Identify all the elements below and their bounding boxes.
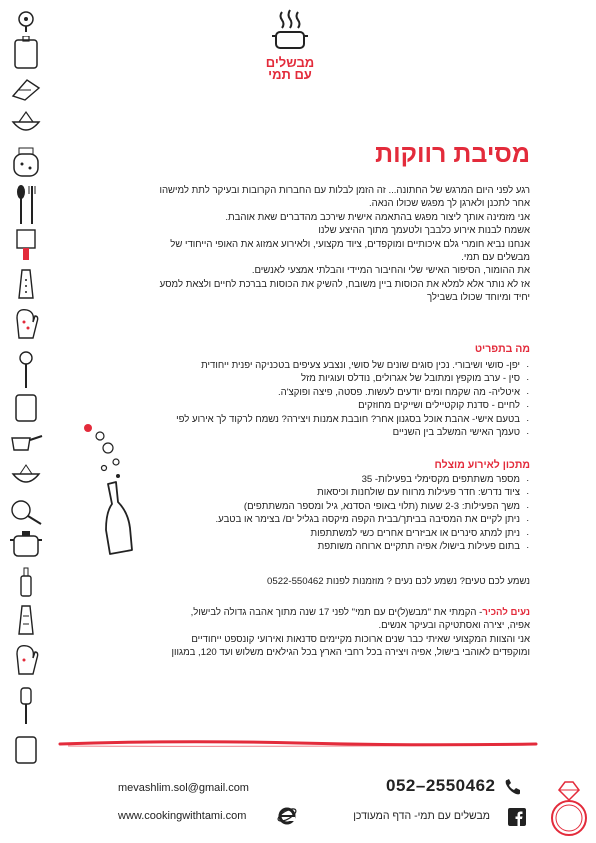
list-item: . מספר משתתפים מקסימלי בפעילות- 35 — [100, 473, 530, 486]
diamond-ring-icon — [543, 778, 593, 838]
oven-mitt-icon — [6, 306, 46, 340]
intro-line: אנחנו נביא חומרי גלם איכותיים ומוקפדים, ציוד מקצועי, ולאירוע אמזוג את האופי הייחודי של — [170, 238, 530, 250]
list-item: . בתום פעילות בישול/ אפיה תתקיים ארוחה משותפת — [100, 540, 530, 553]
about-line: אפיה, יצירה ואסתטיקה ובעיקר אנשים. — [378, 620, 530, 632]
facebook-icon — [508, 808, 526, 826]
phone-number[interactable]: 052–2550462 — [386, 776, 496, 795]
about-line: ומוקפדים לאוהבי בישול, אפיה ויצירה בכל רחבי הארץ בכל הגילאים משלוש ועד 120, במגוון — [171, 647, 530, 659]
intro-line: את ההומור, הסיפור האישי שלי והחיבור המיידי והבלתי אמצעי לאנשים. — [251, 265, 530, 277]
cutting-board-icon — [6, 36, 46, 70]
cooking-pot-icon — [6, 528, 46, 560]
mitt-icon — [6, 642, 46, 676]
website-link[interactable]: www.cookingwithtami.com — [118, 810, 247, 822]
kitchen-icon-strip — [6, 10, 48, 770]
about-heading: נעים להכיר — [482, 607, 530, 618]
internet-explorer-icon — [276, 804, 298, 826]
intro-line: אז לא נותר אלא למלא את הכוסות ביין משובח, להשיק את הכוסות בברכת לחיים ולצאת למסע — [159, 278, 530, 290]
strainer-icon — [6, 496, 46, 526]
page-title: מסיבת רווקות — [375, 140, 530, 168]
about-paragraph — [100, 606, 530, 660]
list-item: . סין - ערב מוקפץ ומתובל של אגרולים, נודלס ועוגיות מזל — [100, 372, 530, 385]
board-icon — [6, 734, 46, 766]
cookie-jar-icon — [6, 144, 46, 178]
list-item: . ניתן למתג סינרים או אביזרים אחרים כשי למשתתפות — [100, 527, 530, 540]
facebook-page-label[interactable]: מבשלים עם תמי- הדף המעודכן — [353, 810, 490, 822]
phone-icon — [504, 778, 522, 796]
cta-line — [100, 575, 530, 588]
steaming-pot-icon — [270, 8, 310, 52]
logo-line-1: מבשלים — [265, 55, 315, 70]
pizza-cutter-icon — [6, 10, 46, 32]
intro-line: אחר לתכנן ולארגן לך מפגש שכולו הנאה. — [368, 198, 530, 210]
intro-paragraph — [100, 184, 530, 305]
intro-line: אשמח לבנות אירוע כלבבך ולטעמך מתוך ההיצע שלנו — [318, 225, 530, 237]
intro-line: מבשלים עם תמי. — [461, 252, 530, 264]
list-item: . איטליה- מה שקמח ומים יודעים לעשות. פסטה, פיצה ופוקצ'ה. — [100, 386, 530, 399]
bottle-icon — [6, 566, 46, 598]
recipe-heading: מתכון לאירוע מוצלח — [434, 459, 530, 471]
fork-spoon-icon — [6, 184, 46, 224]
juicer-icon — [6, 108, 46, 138]
about-first-line: - הקמתי את "מבש(ל)ים עם תמי" לפני 17 שנה מתוך אהבה גדולה לבישול, — [190, 607, 483, 618]
brand-logo — [250, 8, 330, 81]
hand-blender-icon — [6, 686, 46, 726]
menu-list — [100, 359, 530, 439]
list-item: . משך הפעילות: 2-3 שעות (תלוי באופי הסדנא, גיל ומספר המשתתפים) — [100, 500, 530, 513]
bottle-bubbles-illustration — [78, 418, 148, 558]
saucepan-icon — [6, 430, 46, 454]
intro-line: יחיד ומיוחד שכולו בשבילך — [426, 292, 530, 304]
list-item: . יפן- סושי ושיבורי. נכין סוגים שונים של סושי, ונצבע צעיפים בטכניקה יפנית ייחודית — [100, 359, 530, 372]
baking-tray-icon — [6, 392, 46, 424]
list-item: . לחיים - סדנת קוקטיילים ושייקים מחוזקים — [100, 399, 530, 412]
citrus-press-icon — [6, 462, 46, 490]
cta-text: נשמע לכם טעים? נשמע לכם נעים ? מוזמנות לפנות 0522-550462 — [267, 576, 530, 587]
logo-line-2: עם תמי — [268, 67, 312, 82]
menu-heading: מה בתפריט — [474, 343, 530, 355]
grater-icon — [6, 76, 46, 102]
email-link[interactable]: mevashlim.sol@gmail.com — [118, 782, 249, 794]
list-item: . ניתן לקיים את המסיבה בביתך/בבית הקפה מיקסה בגליל ים/ בצימר או בטבע. — [100, 513, 530, 526]
recipe-list — [100, 473, 530, 553]
cleaver-icon — [6, 228, 46, 262]
box-grater-icon — [6, 602, 46, 636]
intro-line: אני מזמינה אותך ליצור מפגש בהתאמה אישית שירכב מהדברים שאת אוהבת. — [225, 211, 530, 223]
whisk-icon — [6, 350, 46, 388]
red-divider — [58, 738, 538, 750]
list-item: . ציוד נדרש: חדר פעילות מרווח עם שולחנות וכיסאות — [100, 486, 530, 499]
list-item-continuation: . טעמך האישי המשלב בין השניים — [100, 426, 530, 439]
list-item: . בטעם אישי- אהבת אוכל בסגנון אחר? חובבת אמנות ויצירה? נשמח לרקוד לך אירוע לפי — [100, 413, 530, 426]
cheese-grater-icon — [6, 266, 46, 300]
intro-line: רגע לפני היום המרגש של החתונה... זה הזמן לבלות עם החברות הקרובות ובעיקר לתת למישהו — [159, 185, 530, 196]
about-line: אני והצוות המקצועי שאיתי כבר שנים ארוכות מקיימים סדנאות ואירועי קונספט ייחודיים — [191, 633, 530, 645]
